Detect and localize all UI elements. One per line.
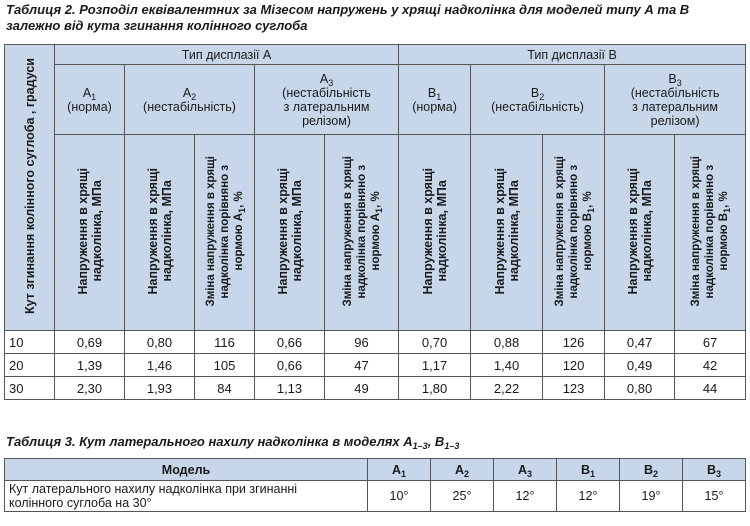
table-cell: 44 xyxy=(675,377,746,400)
model-b3-header: $B_3$ (нестабільність з латеральним релізом) xyxy=(605,65,746,135)
table-cell: 0,80 xyxy=(125,331,195,354)
model-col-header: $B_2$ xyxy=(620,459,683,481)
table-cell: 1,93 xyxy=(125,377,195,400)
stress-header-a1: Напруження в хрящі надколінка, МПа xyxy=(55,135,125,331)
table-cell: 1,40 xyxy=(471,354,543,377)
stress-header-a3: Напруження в хрящі надколінка, МПа xyxy=(255,135,325,331)
row-label: Кут латерального нахилу надколінка при згинанні колінного суглоба на 30° xyxy=(5,481,368,512)
table-cell: 47 xyxy=(325,354,399,377)
table-cell: 10° xyxy=(368,481,431,512)
stress-table xyxy=(4,44,746,400)
model-a3-header: $A_3$ (нестабільність з латеральним релізом) xyxy=(255,65,399,135)
model-col-header: $B_1$ xyxy=(557,459,620,481)
table-row xyxy=(5,354,746,377)
table-cell: 96 xyxy=(325,331,399,354)
table2-caption: Таблиця 2. Розподіл еквівалентних за Мізесом напружень у хрящі надколінка для моделей типу А та В залежно від кута згинання колінного суглоба xyxy=(6,2,690,33)
table-cell: 0,66 xyxy=(255,331,325,354)
model-col-header: $A_1$ xyxy=(368,459,431,481)
table-cell: 12° xyxy=(557,481,620,512)
table-row xyxy=(5,331,746,354)
model-b1-header: $B_1$ (норма) xyxy=(399,65,471,135)
table-cell: 0,88 xyxy=(471,331,543,354)
table-cell: 0,47 xyxy=(605,331,675,354)
table-row xyxy=(5,481,746,512)
table3-caption: Таблиця 3. Кут латерального нахилу надколінка в моделях $A_{1-3}$, $B_{1-3}$ xyxy=(6,434,460,451)
stress-header-b1: Напруження в хрящі надколінка, МПа xyxy=(399,135,471,331)
table-cell: 0,49 xyxy=(605,354,675,377)
tilt-table xyxy=(4,458,746,512)
table-cell: 126 xyxy=(543,331,605,354)
model-b2-header: $B_2$ (нестабільність) xyxy=(471,65,605,135)
model-header: Модель xyxy=(5,459,368,481)
table-cell: 1,80 xyxy=(399,377,471,400)
table-cell: 0,80 xyxy=(605,377,675,400)
group-a-header: Тип дисплазії А xyxy=(55,45,399,65)
table-cell: 0,66 xyxy=(255,354,325,377)
table-cell: 120 xyxy=(543,354,605,377)
table-cell: 10 xyxy=(5,331,55,354)
table-cell: 25° xyxy=(431,481,494,512)
change-header-b3: Зміна напруження в хрящі надколінка порівняно з нормою $В_1$, % xyxy=(675,135,746,331)
table-cell: 67 xyxy=(675,331,746,354)
angle-header-cell xyxy=(5,45,55,331)
table-cell: 0,69 xyxy=(55,331,125,354)
model-a1-header: $A_1$ (норма) xyxy=(55,65,125,135)
table-cell: 30 xyxy=(5,377,55,400)
model-col-header: $B_3$ xyxy=(683,459,746,481)
angle-header: Кут згинання колінного суглоба , градуси xyxy=(22,58,37,314)
table-cell: 49 xyxy=(325,377,399,400)
table-cell: 1,46 xyxy=(125,354,195,377)
table-cell: 20 xyxy=(5,354,55,377)
table-cell: 2,22 xyxy=(471,377,543,400)
table-row xyxy=(5,377,746,400)
table-cell: 123 xyxy=(543,377,605,400)
group-b-header: Тип дисплазії В xyxy=(399,45,746,65)
table-cell: 1,17 xyxy=(399,354,471,377)
model-col-header: $A_3$ xyxy=(494,459,557,481)
table-cell: 105 xyxy=(195,354,255,377)
change-header-a2: Зміна напруження в хрящі надколінка порівняно з нормою $А_1$, % xyxy=(195,135,255,331)
table-cell: 12° xyxy=(494,481,557,512)
table-cell: 84 xyxy=(195,377,255,400)
stress-header-a2: Напруження в хрящі надколінка, МПа xyxy=(125,135,195,331)
stress-header-b3: Напруження в хрящі надколінка, МПа xyxy=(605,135,675,331)
table-cell: 15° xyxy=(683,481,746,512)
change-header-b2: Зміна напруження в хрящі надколінка порівняно з нормою $В_1$, % xyxy=(543,135,605,331)
table-cell: 19° xyxy=(620,481,683,512)
model-col-header: $A_2$ xyxy=(431,459,494,481)
table-cell: 0,70 xyxy=(399,331,471,354)
table-cell: 1,13 xyxy=(255,377,325,400)
table-cell: 116 xyxy=(195,331,255,354)
table-cell: 2,30 xyxy=(55,377,125,400)
stress-header-b2: Напруження в хрящі надколінка, МПа xyxy=(471,135,543,331)
table-cell: 1,39 xyxy=(55,354,125,377)
table-cell: 42 xyxy=(675,354,746,377)
change-header-a3: Зміна напруження в хрящі надколінка порівняно з нормою $А_1$, % xyxy=(325,135,399,331)
model-a2-header: $A_2$ (нестабільність) xyxy=(125,65,255,135)
